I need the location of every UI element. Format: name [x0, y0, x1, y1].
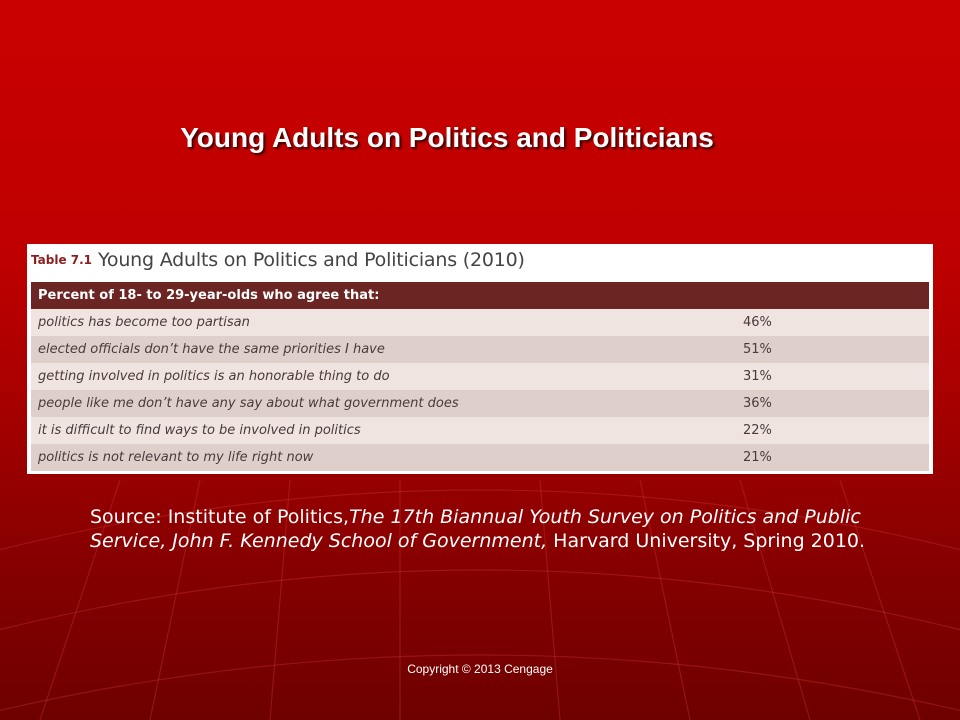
- table-panel: [27, 244, 933, 474]
- row-percent: 36%: [743, 390, 929, 417]
- source-citation: [90, 505, 890, 553]
- row-percent: 21%: [743, 444, 929, 471]
- row-percent: 31%: [743, 363, 929, 390]
- table-header: Percent of 18- to 29-year-olds who agree that:: [31, 282, 929, 309]
- row-percent: 51%: [743, 336, 929, 363]
- row-statement: politics has become too partisan: [31, 309, 743, 336]
- table-row: [31, 309, 929, 336]
- row-percent: 22%: [743, 417, 929, 444]
- data-table: [31, 282, 929, 471]
- row-statement: it is difficult to find ways to be involved in politics: [31, 417, 743, 444]
- table-number: Table 7.1: [31, 253, 93, 267]
- table-row: [31, 390, 929, 417]
- table-row: [31, 336, 929, 363]
- copyright-notice: Copyright © 2013 Cengage: [407, 662, 553, 676]
- source-suffix: Harvard University, Spring 2010.: [547, 530, 866, 552]
- row-percent: 46%: [743, 309, 929, 336]
- slide-title: Young Adults on Politics and Politicians: [180, 122, 714, 153]
- row-statement: elected officials don’t have the same priorities I have: [31, 336, 743, 363]
- row-statement: politics is not relevant to my life right now: [31, 444, 743, 471]
- table-row: [31, 417, 929, 444]
- row-statement: getting involved in politics is an honorable thing to do: [31, 363, 743, 390]
- table-row: [31, 444, 929, 471]
- table-title: Young Adults on Politics and Politicians (2010): [98, 249, 525, 271]
- table-row: [31, 363, 929, 390]
- source-title: The 17th Biannual Youth Survey on Politics and Public Service, John F. Kennedy School of Government,: [90, 506, 861, 552]
- source-prefix: Source: Institute of Politics,: [90, 506, 350, 528]
- table-caption: [31, 244, 929, 276]
- table-header-row: [31, 282, 929, 309]
- row-statement: people like me don’t have any say about what government does: [31, 390, 743, 417]
